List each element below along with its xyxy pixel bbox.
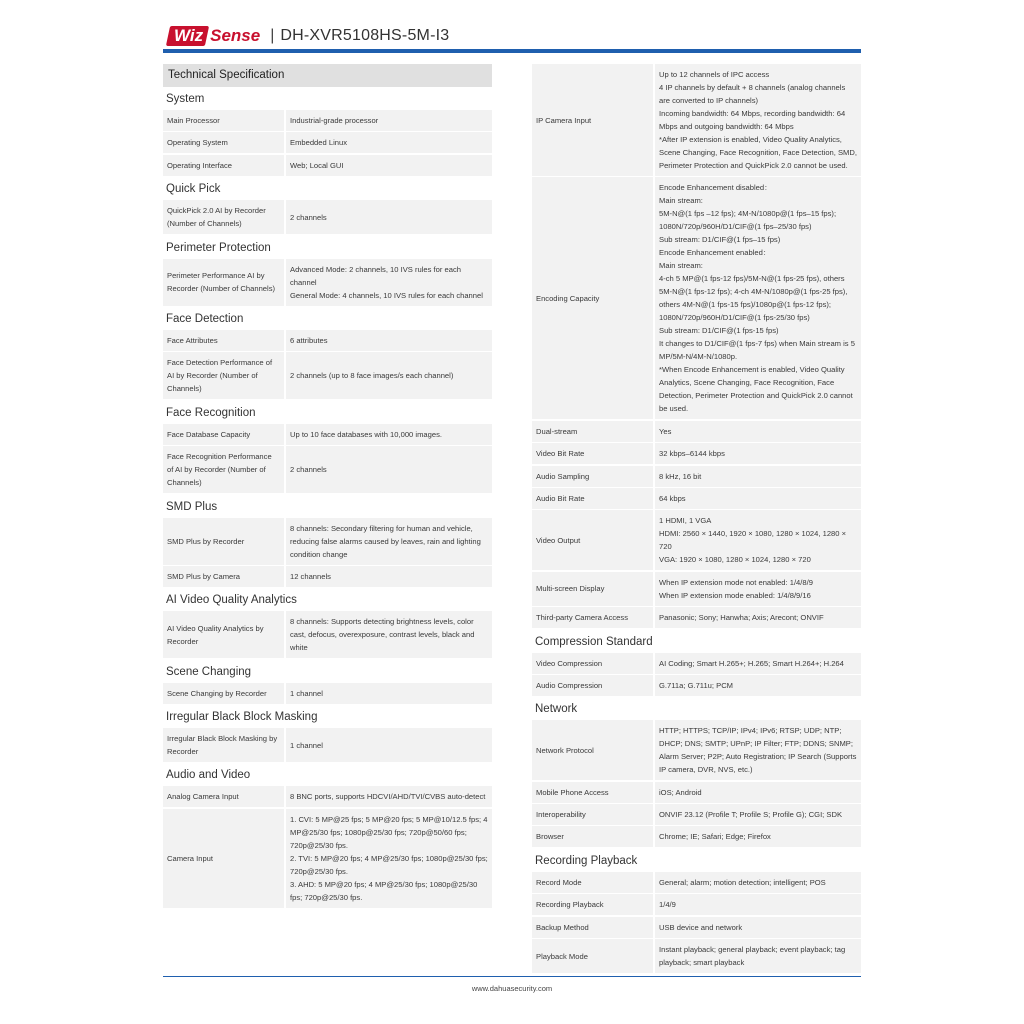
spec-title: Technical Specification: [163, 64, 492, 87]
wizsense-logo: [168, 26, 260, 46]
spec-label: Face Attributes: [163, 330, 286, 351]
spec-label: Video Bit Rate: [532, 443, 655, 464]
spec-label: IP Camera Input: [532, 64, 655, 176]
spec-value-line: 8 kHz, 16 bit: [659, 471, 702, 481]
spec-row-network-protocol: [532, 720, 861, 780]
section-heading-network: Network: [535, 703, 578, 716]
spec-value-line: 8 channels: Secondary filtering for human and vehicle, reducing false alarms caused by leaves, rain and lighting condition change: [290, 523, 481, 559]
spec-label: Recording Playback: [532, 894, 655, 915]
spec-value-line: 4-ch 5 MP@(1 fps-12 fps)/5M-N@(1 fps-25 fps), others 5M-N@(1 fps-12 fps); 4-ch 4M-N/1080p@(1 fps-25 fps), others 4M-N@(1 fps-15 fps)/1080p@(1 fps-12 fps); 1080N/720p/960H/D1/CIF@(1 fps-25/30 fps): [659, 274, 848, 323]
spec-label: Network Protocol: [532, 720, 655, 780]
spec-value-line: 5M-N@(1 fps –12 fps); 4M-N/1080p@(1 fps–15 fps); 1080N/720p/960H/D1/CIF@(1 fps–25/30 fps): [659, 209, 837, 232]
spec-value: [286, 330, 492, 351]
spec-value-line: When IP extension mode enabled: 1/4/8/9/16: [659, 590, 811, 600]
spec-row-recording-playback: [532, 894, 861, 915]
spec-row-face-attributes: [163, 330, 492, 351]
spec-row-encoding-capacity: [532, 177, 861, 419]
spec-value: [286, 728, 492, 762]
spec-value-line: 8 BNC ports, supports HDCVI/AHD/TVI/CVBS auto-detect: [290, 792, 486, 802]
spec-row-video-output: [532, 510, 861, 570]
spec-label: Dual-stream: [532, 421, 655, 442]
spec-label: Multi-screen Display: [532, 572, 655, 606]
left-column: [163, 64, 492, 909]
spec-value-line: Sub stream: D1/CIF@(1 fps–15 fps): [659, 235, 781, 245]
spec-row-smd-plus-by-camera: [163, 566, 492, 587]
spec-value-line: Encode Enhancement disabled：: [659, 183, 772, 193]
spec-value-line: HDMI: 2560 × 1440, 1920 × 1080, 1280 × 1024, 1280 × 720: [659, 529, 847, 552]
right-sections: [532, 64, 861, 973]
spec-label: Interoperability: [532, 804, 655, 825]
spec-value-line: 32 kbps–6144 kbps: [659, 449, 725, 459]
spec-value-line: 3. AHD: 5 MP@20 fps; 4 MP@25/30 fps; 1080p@25/30 fps; 720p@25/30 fps.: [290, 879, 478, 902]
spec-value-line: 1 channel: [290, 740, 323, 750]
spec-label: SMD Plus by Camera: [163, 566, 286, 587]
spec-value-line: Up to 10 face databases with 10,000 images.: [290, 429, 442, 439]
spec-value: [655, 443, 861, 464]
spec-row-smd-plus-by-recorder: [163, 518, 492, 565]
spec-value-line: AI Coding; Smart H.265+; H.265; Smart H.264+; H.264: [659, 658, 844, 668]
spec-value: [286, 259, 492, 306]
spec-value: [655, 488, 861, 509]
footer-divider: [163, 976, 861, 977]
spec-row-face-detection-performance-of-ai-by-recorder-number-of-channels: [163, 352, 492, 399]
spec-label: Audio Compression: [532, 675, 655, 696]
spec-value-line: iOS; Android: [659, 787, 702, 797]
section-heading-system: System: [166, 93, 205, 105]
right-column: [532, 64, 861, 974]
spec-value: [655, 572, 861, 606]
spec-row-face-database-capacity: [163, 424, 492, 445]
spec-value: [655, 782, 861, 803]
spec-label: Analog Camera Input: [163, 786, 286, 807]
spec-value: [286, 155, 492, 176]
left-sections: [163, 87, 492, 908]
spec-label: Main Processor: [163, 110, 286, 131]
spec-value-line: 2. TVI: 5 MP@20 fps; 4 MP@25/30 fps; 1080p@25/30 fps; 720p@25/30 fps.: [290, 853, 488, 876]
spec-label: Video Compression: [532, 653, 655, 674]
spec-value-line: 1 channel: [290, 688, 323, 698]
spec-value-line: G.711a; G.711u; PCM: [659, 680, 734, 690]
spec-value: [286, 424, 492, 445]
spec-value: [655, 804, 861, 825]
section-heading-face-detection: Face Detection: [166, 312, 244, 325]
spec-label: Scene Changing by Recorder: [163, 683, 286, 704]
spec-label: Mobile Phone Access: [532, 782, 655, 803]
spec-label: Backup Method: [532, 917, 655, 938]
spec-label: Encoding Capacity: [532, 177, 655, 419]
spec-value-line: Incoming bandwidth: 64 Mbps, recording bandwidth: 64 Mbps and outgoing bandwidth: 64 Mbps: [659, 109, 846, 131]
section-heading-scene-changing: Scene Changing: [166, 665, 252, 678]
spec-value: [286, 200, 492, 234]
spec-label: Audio Sampling: [532, 466, 655, 487]
spec-value: [655, 177, 861, 419]
spec-value-line: 1 HDMI, 1 VGA: [659, 516, 712, 526]
logo-sense-text: Sense: [210, 26, 261, 45]
footer-website: www.dahuasecurity.com: [471, 984, 553, 993]
spec-row-scene-changing-by-recorder: [163, 683, 492, 704]
spec-value-line: Industrial-grade processor: [290, 116, 379, 125]
section-heading-smd-plus: SMD Plus: [166, 500, 218, 513]
spec-value-line: ONVIF 23.12 (Profile T; Profile S; Profile G); CGI; SDK: [659, 810, 843, 820]
spec-row-video-bit-rate: [532, 443, 861, 464]
spec-row-browser: [532, 826, 861, 847]
spec-value-line: VGA: 1920 × 1080, 1280 × 1024, 1280 × 720: [659, 555, 811, 565]
spec-value-line: Main stream:: [659, 196, 703, 206]
spec-value-line: Encode Enhancement enabled：: [659, 248, 771, 258]
section-heading-perimeter-protection: Perimeter Protection: [166, 241, 271, 254]
spec-value: [655, 894, 861, 915]
spec-row-video-compression: [532, 653, 861, 674]
spec-value: [655, 720, 861, 780]
spec-value-line: Web; Local GUI: [290, 160, 344, 170]
spec-value: [286, 683, 492, 704]
spec-value: [655, 64, 861, 176]
spec-label: SMD Plus by Recorder: [163, 518, 286, 565]
section-heading-ai-video-quality-analytics: AI Video Quality Analytics: [166, 594, 297, 607]
spec-value-line: HTTP; HTTPS; TCP/IP; IPv4; IPv6; RTSP; UDP; NTP; DHCP; DNS; SMTP; UPnP; IP Filter; FTP; DDNS; SNMP; Alarm Server; P2P; Auto Registration; IP Search (Supports IP camera, DVR, NVS, etc.): [659, 726, 857, 775]
document-header: [168, 24, 449, 48]
spec-label: Face Recognition Performance of AI by Recorder (Number of Channels): [163, 446, 286, 493]
spec-value-line: Embedded Linux: [290, 138, 347, 148]
section-heading-face-recognition: Face Recognition: [166, 406, 256, 419]
spec-label: Camera Input: [163, 809, 286, 908]
spec-row-backup-method: [532, 917, 861, 938]
spec-value-line: When IP extension mode not enabled: 1/4/8/9: [659, 577, 813, 587]
spec-row-dual-stream: [532, 421, 861, 442]
spec-value-line: General Mode: 4 channels, 10 IVS rules for each channel: [290, 290, 483, 300]
spec-value-line: 6 attributes: [290, 335, 328, 345]
spec-value: [655, 607, 861, 628]
spec-row-mobile-phone-access: [532, 782, 861, 803]
spec-row-main-processor: [163, 110, 492, 131]
model-number: DH-XVR5108HS-5M-I3: [280, 27, 450, 44]
spec-label: Operating Interface: [163, 155, 286, 176]
header-divider: [163, 49, 861, 53]
spec-value-line: Panasonic; Sony; Hanwha; Axis; Arecont; ONVIF: [659, 613, 824, 623]
spec-label: Third-party Camera Access: [532, 607, 655, 628]
spec-value: [655, 421, 861, 442]
spec-value-line: Chrome; IE; Safari; Edge; Firefox: [659, 832, 771, 842]
spec-value-line: Advanced Mode: 2 channels, 10 IVS rules for each channel: [290, 264, 461, 287]
spec-row-multi-screen-display: [532, 572, 861, 606]
spec-row-playback-mode: [532, 939, 861, 973]
spec-row-interoperability: [532, 804, 861, 825]
section-heading-recording-playback: Recording Playback: [535, 854, 638, 867]
spec-row-audio-bit-rate: [532, 488, 861, 509]
section-heading-quick-pick: Quick Pick: [166, 183, 221, 196]
spec-value-line: Up to 12 channels of IPC access: [659, 70, 770, 79]
section-heading-irregular-black-block-masking: Irregular Black Block Masking: [166, 711, 318, 724]
spec-row-camera-input: [163, 809, 492, 908]
spec-value-line: 8 channels: Supports detecting brightness levels, color cast, defocus, overexposure, contrast levels, black and white: [290, 617, 475, 653]
spec-row-operating-system: [163, 132, 492, 153]
spec-row-ip-camera-input: [532, 64, 861, 176]
spec-label: Audio Bit Rate: [532, 488, 655, 509]
spec-value-line: Instant playback; general playback; event playback; tag playback; smart playback: [659, 945, 846, 968]
spec-value-line: USB device and network: [659, 922, 743, 932]
spec-row-audio-compression: [532, 675, 861, 696]
spec-value-line: 1. CVI: 5 MP@25 fps; 5 MP@20 fps; 5 MP@10/12.5 fps; 4 MP@25/30 fps; 1080p@25/30 fps; 720p@50/60 fps; 720p@25/30 fps.: [290, 814, 488, 850]
spec-value-line: Main stream:: [659, 261, 703, 271]
spec-label: Operating System: [163, 132, 286, 153]
spec-row-third-party-camera-access: [532, 607, 861, 628]
spec-value: [655, 653, 861, 674]
spec-row-ai-video-quality-analytics-by-recorder: [163, 611, 492, 658]
spec-value: [286, 110, 492, 131]
spec-value-line: 2 channels: [290, 465, 327, 475]
spec-row-quickpick-2-0-ai-by-recorder-number-of-channels: [163, 200, 492, 234]
spec-value: [655, 675, 861, 696]
section-heading-audio-and-video: Audio and Video: [166, 769, 251, 782]
spec-value-line: *When Encode Enhancement is enabled, Video Quality Analytics, Scene Changing, Face Recognition, Face Detection, Perimeter Protection and QuickPick 2.0 cannot be used.: [659, 365, 853, 414]
spec-value-line: General; alarm; motion detection; intelligent; POS: [659, 877, 826, 887]
spec-row-perimeter-performance-ai-by-recorder-number-of-channels: [163, 259, 492, 306]
spec-value-line: 64 kbps: [659, 493, 686, 503]
spec-row-face-recognition-performance-of-ai-by-recorder-number-of-channels: [163, 446, 492, 493]
spec-value: [655, 510, 861, 570]
spec-value: [286, 786, 492, 807]
spec-row-record-mode: [532, 872, 861, 893]
spec-value: [286, 611, 492, 658]
spec-value-line: 1/4/9: [659, 900, 676, 910]
spec-label: QuickPick 2.0 AI by Recorder (Number of Channels): [163, 200, 286, 234]
spec-value: [286, 809, 492, 908]
spec-label: Face Detection Performance of AI by Recorder (Number of Channels): [163, 352, 286, 399]
spec-label: Playback Mode: [532, 939, 655, 973]
spec-value-line: 12 channels: [290, 571, 331, 581]
spec-value-line: 2 channels (up to 8 face images/s each channel): [290, 371, 454, 381]
spec-value: [286, 352, 492, 399]
spec-value: [655, 939, 861, 973]
spec-value-line: Yes: [659, 426, 672, 436]
spec-row-operating-interface: [163, 155, 492, 176]
spec-label: Record Mode: [532, 872, 655, 893]
spec-value-line: *After IP extension is enabled, Video Quality Analytics, Scene Changing, Face Recognition, Face Detection, SMD, Perimeter Protection and QuickPick 2.0 cannot be used.: [659, 135, 857, 170]
spec-value-line: Sub stream: D1/CIF@(1 fps-15 fps): [659, 326, 779, 336]
spec-value: [655, 872, 861, 893]
spec-value-line: 2 channels: [290, 212, 327, 222]
header-separator: |: [270, 27, 275, 44]
spec-value: [286, 518, 492, 565]
spec-row-analog-camera-input: [163, 786, 492, 807]
spec-value: [655, 917, 861, 938]
spec-label: Browser: [532, 826, 655, 847]
spec-label: Irregular Black Block Masking by Recorder: [163, 728, 286, 762]
spec-value: [286, 132, 492, 153]
spec-value: [655, 826, 861, 847]
spec-value-line: It changes to D1/CIF@(1 fps-7 fps) when Main stream is 5 MP/5M-N/4M-N/1080p.: [659, 339, 855, 362]
spec-value-line: 4 IP channels by default + 8 channels (analog channels are converted to IP channels): [659, 83, 846, 105]
spec-value: [286, 446, 492, 493]
spec-row-irregular-black-block-masking-by-recorder: [163, 728, 492, 762]
spec-label: Face Database Capacity: [163, 424, 286, 445]
spec-value: [655, 466, 861, 487]
spec-value: [286, 566, 492, 587]
logo-wiz-text: Wiz: [174, 26, 204, 45]
spec-label: AI Video Quality Analytics by Recorder: [163, 611, 286, 658]
section-heading-compression-standard: Compression Standard: [535, 635, 653, 648]
spec-row-audio-sampling: [532, 466, 861, 487]
spec-label: Perimeter Performance AI by Recorder (Number of Channels): [163, 259, 286, 306]
spec-label: Video Output: [532, 510, 655, 570]
